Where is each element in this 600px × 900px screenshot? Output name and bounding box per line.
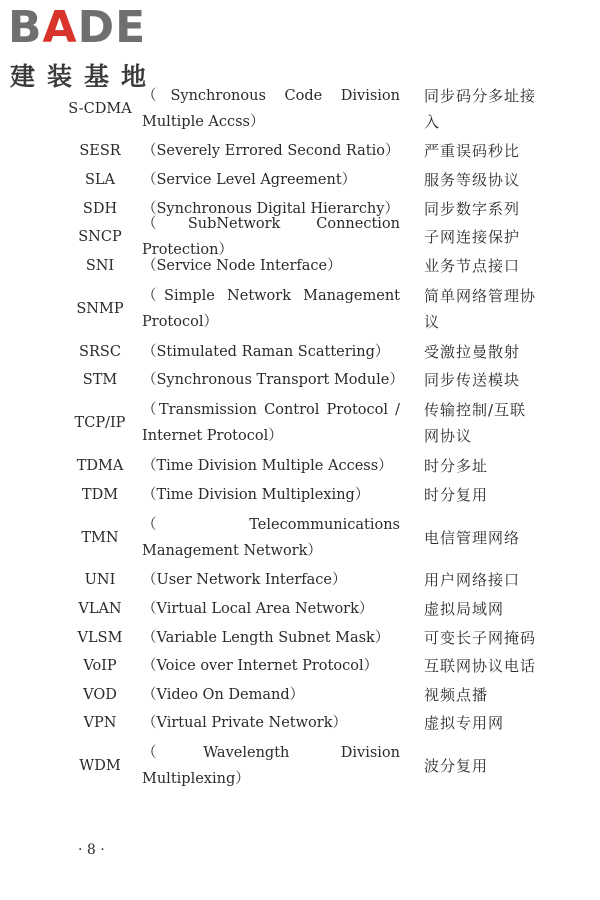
glossary-row [60,509,540,566]
abbreviation: SRSC [79,343,121,360]
full-term: （Telecommunications Management Network） [142,516,400,559]
abbreviation: TDMA [76,458,124,475]
chinese-translation: 严重误码秒比 [424,142,521,161]
abbreviation: S-CDMA [68,100,132,117]
glossary-row [60,395,540,452]
full-term: （SubNetwork Connection Protection） [142,216,400,259]
glossary-row [60,366,540,395]
abbreviation: SNMP [76,300,124,317]
abbreviation: VoIP [83,658,117,675]
full-term: （Stimulated Raman Scattering） [142,343,390,360]
chinese-translation: 电信管理网络 [424,528,521,547]
abbreviation: VPN [83,715,117,732]
abbreviation: SLA [84,172,116,189]
logo-chinese-text: 建装基地 [10,62,159,91]
logo-wordmark-suffix: DE [77,2,147,53]
abbreviation: VLAN [78,600,122,617]
full-term: （Severely Errored Second Ratio） [142,143,400,160]
glossary-row [60,166,540,195]
glossary-row [60,452,540,481]
full-term: （Variable Length Subnet Mask） [142,629,390,646]
abbreviation: SESR [79,143,121,160]
full-term: （Synchronous Code Division Multiple Accss） [142,87,400,130]
glossary-row [60,80,540,137]
glossary-row [60,680,540,709]
glossary-row [60,280,540,337]
chinese-translation: 波分复用 [424,757,489,776]
glossary-row [60,337,540,366]
abbreviation: TMN [81,529,119,546]
glossary-row [60,480,540,509]
glossary-row [60,216,540,259]
glossary-row [60,709,540,738]
full-term: （Virtual Private Network） [142,715,347,732]
full-term: （User Network Interface） [142,572,347,589]
chinese-translation: 同步传送模块 [424,371,521,390]
abbreviation: VLSM [77,629,123,646]
abbreviation: STM [82,372,118,389]
full-term: （Video On Demand） [142,686,305,703]
full-term: （Transmission Control Protocol / Internet Protocol） [142,402,400,445]
chinese-translation: 业务节点接口 [424,256,521,275]
glossary-row [60,252,540,281]
full-term: （Time Division Multiple Access） [142,458,393,475]
chinese-translation: 同步数字系列 [424,199,521,218]
logo-wordmark-accent: A [42,2,78,53]
chinese-translation: 视频点播 [424,685,489,704]
glossary-row [60,595,540,624]
glossary-row [60,623,540,652]
chinese-translation: 用户网络接口 [424,571,521,590]
logo-wordmark [8,4,146,52]
abbreviation: WDM [79,758,121,775]
chinese-translation: 传输控制/互联网协议 [424,401,527,446]
abbreviation: SDH [82,200,118,217]
full-term: （Virtual Local Area Network） [142,600,374,617]
chinese-translation: 互联网协议电话 [424,657,537,676]
abbreviation: UNI [84,572,116,589]
abbreviation: SNI [85,257,115,274]
full-term: （Wavelength Division Multiplexing） [142,745,400,788]
abbreviation: TCP/IP [74,415,126,432]
chinese-translation: 时分多址 [424,457,489,476]
full-term: （Synchronous Transport Module） [142,372,404,389]
chinese-translation: 受激拉曼散射 [424,342,521,361]
chinese-translation: 同步码分多址接入 [424,86,537,131]
chinese-translation: 子网连接保护 [424,228,521,247]
abbreviation: TDM [81,486,119,503]
glossary-row [60,738,540,795]
full-term: （Voice over Internet Protocol） [142,658,379,675]
chinese-translation: 时分复用 [424,485,489,504]
full-term: （Service Node Interface） [142,257,342,274]
chinese-translation: 可变长子网掩码 [424,628,537,647]
page-number: · 8 · [78,842,105,858]
full-term: （Synchronous Digital Hierarchy） [142,200,399,217]
glossary-row [60,137,540,166]
abbreviation-glossary [60,80,540,795]
chinese-translation: 简单网络管理协议 [424,286,537,331]
abbreviation: VOD [83,686,117,703]
glossary-row [60,652,540,681]
full-term: （Simple Network Management Protocol） [142,287,400,330]
chinese-translation: 虚拟局域网 [424,599,505,618]
full-term: （Time Division Multiplexing） [142,486,370,503]
chinese-translation: 服务等级协议 [424,171,521,190]
glossary-row [60,566,540,595]
logo-wordmark-prefix: B [8,2,43,53]
abbreviation: SNCP [78,229,122,246]
full-term: （Service Level Agreement） [142,172,357,189]
chinese-translation: 虚拟专用网 [424,714,505,733]
